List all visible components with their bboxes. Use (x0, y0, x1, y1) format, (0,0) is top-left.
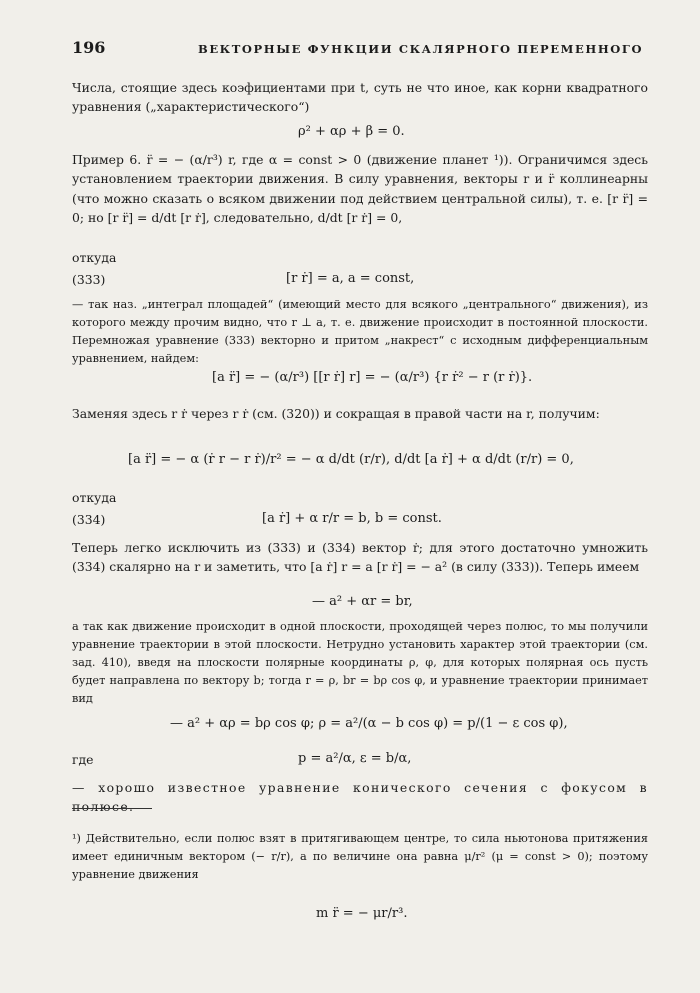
equation-334: [a ṙ] + α r/r = b, b = const. (262, 511, 442, 526)
word-otkuda-2: откуда (72, 490, 117, 505)
equation-333: [r ṙ] = a, a = const, (286, 271, 415, 286)
page-header (72, 38, 648, 60)
paragraph-area-integral: — так наз. „интеграл площадей“ (имеющий место для всякого „центрального“ движения), из которого между прочим видно, что r ⊥ a, т. е. движение происходит в постоянной плоскости. Перемножая уравнение (333) векторно и притом „накрест“ с исходным дифференциальным уравнением, найдем: (72, 298, 648, 365)
word-gde: где (72, 752, 94, 767)
equation-characteristic: ρ² + αρ + β = 0. (298, 124, 405, 139)
running-title: ВЕКТОРНЫЕ ФУНКЦИИ СКАЛЯРНОГО ПЕРЕМЕННОГО (198, 42, 644, 56)
equation-334-label: (334) (72, 512, 106, 527)
paragraph-conic-section: — хорошо известное уравнение конического сечения с фокусом в полюсе. (72, 780, 648, 815)
footnote-divider (72, 808, 152, 809)
equation-polar: — a² + αρ = bρ cos φ; ρ = a²/(α − b cos φ) = p/(1 − ε cos φ), (170, 716, 568, 731)
paragraph-polar-coordinates: а так как движение происходит в одной плоскости, проходящей через полюс, то мы получили уравнение траектории в этой плоскости. Нетрудно установить характер этой траектории (см. зад. 410), введя на плоскости полярные координаты ρ, φ, для которых полярная ось пусть будет направлена по вектору b; тогда r = ρ, br = bρ cos φ, и уравнение траектории принимает вид (72, 620, 648, 705)
paragraph-example-6: Пример 6. r̈ = − (α/r³) r, где α = const > 0 (движение планет ¹)). Ограничимся здесь установлением траектории движения. В силу уравнения, векторы r и r̈ коллинеарны (что можно сказать о всяком движении под действием центральной силы), т. е. [r r̈] = 0; но [r r̈] = d/dt [r ṙ], следовательно, d/dt [r ṙ] = 0, (72, 152, 648, 226)
paragraph-substitution: Заменяя здесь r ṙ через r ṙ (см. (320)) и сокращая в правой части на r, получим: (72, 406, 600, 421)
equation-cross-product: [a r̈] = − (α/r³) [[r ṙ] r] = − (α/r³) {r ṙ² − r (r ṙ)}. (212, 370, 533, 385)
page-number: 196 (72, 38, 106, 57)
paragraph-intro: Числа, стоящие здесь коэфициентами при t, суть не что иное, как корни квадратного уравнения („характеристического“) (72, 80, 648, 115)
footnote-text: ¹) Действительно, если полюс взят в притягивающем центре, то сила ньютонова притяжения имеет единичным вектором (− r/r), а по величине она равна μ/r² (μ = const > 0); поэтому уравнение движения (72, 832, 648, 881)
equation-parameters: p = a²/α, ε = b/α, (298, 751, 412, 766)
equation-trajectory: — a² + αr = br, (312, 594, 413, 609)
paragraph-eliminate: Теперь легко исключить из (333) и (334) вектор ṙ; для этого достаточно умножить (334) скалярно на r и заметить, что [a ṙ] r = a [r ṙ] = − a² (в силу (333)). Теперь имеем (72, 540, 648, 575)
word-otkuda-1: откуда (72, 250, 117, 265)
equation-333-label: (333) (72, 272, 106, 287)
footnote-equation: m r̈ = − μr/r³. (316, 906, 408, 921)
equation-substituted: [a r̈] = − α (ṙ r − r ṙ)/r² = − α d/dt (r/r), d/dt [a ṙ] + α d/dt (r/r) = 0, (128, 452, 574, 467)
